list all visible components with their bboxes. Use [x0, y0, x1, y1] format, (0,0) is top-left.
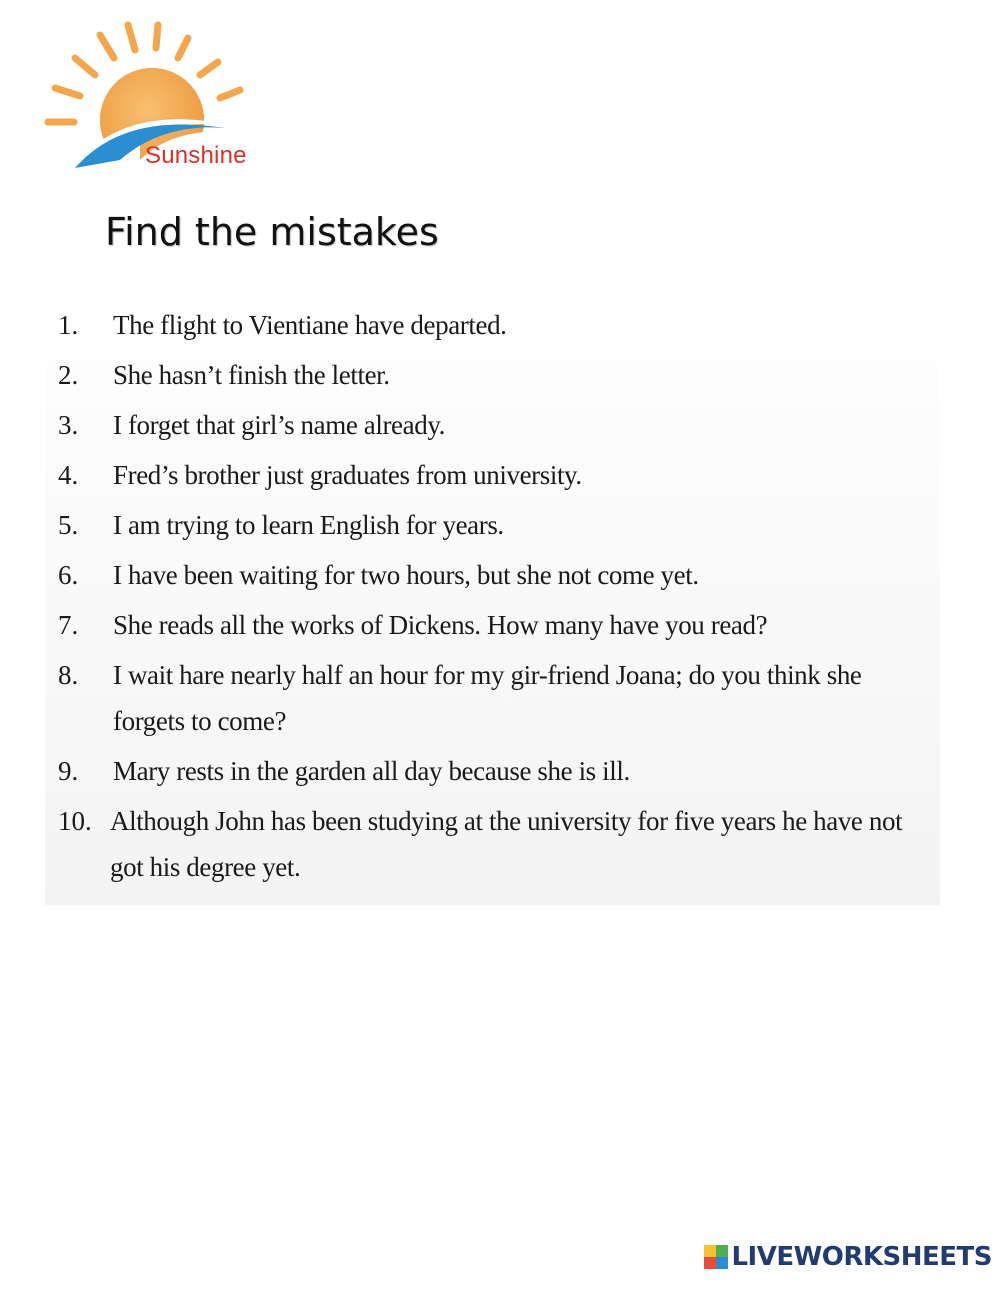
item-text: I wait hare nearly half an hour for my gir-friend Joana; do you think she forgets to come?: [113, 660, 862, 736]
item-text: I have been waiting for two hours, but she not come yet.: [113, 560, 699, 590]
list-item: [58, 502, 938, 548]
page-title: Find the mistakes: [105, 210, 439, 254]
list-item: [58, 652, 938, 744]
item-text: Mary rests in the garden all day because she is ill.: [113, 756, 630, 786]
item-number: 10.: [58, 806, 92, 836]
item-text: Although John has been studying at the university for five years he have not got his degree yet.: [110, 806, 903, 882]
item-number: 4.: [58, 460, 79, 490]
list-item: [58, 452, 938, 498]
item-number: 8.: [58, 660, 79, 690]
liveworksheets-icon: [704, 1245, 728, 1269]
item-number: 5.: [58, 510, 79, 540]
item-text: I forget that girl’s name already.: [113, 410, 446, 440]
list-item: [58, 602, 938, 648]
sunshine-logo: [40, 20, 270, 180]
logo-text: Sunshine: [145, 142, 247, 169]
item-number: 2.: [58, 360, 79, 390]
item-number: 6.: [58, 560, 79, 590]
list-item: [58, 798, 938, 890]
brand-text: LIVEWORKSHEETS: [731, 1242, 992, 1272]
list-item: [58, 352, 938, 398]
list-item: [58, 748, 938, 794]
item-text: She reads all the works of Dickens. How many have you read?: [113, 610, 768, 640]
item-text: I am trying to learn English for years.: [113, 510, 504, 540]
item-text: The flight to Vientiane have departed.: [113, 310, 507, 340]
item-number: 1.: [58, 310, 79, 340]
liveworksheets-brand: [704, 1241, 992, 1273]
list-item: [58, 402, 938, 448]
item-number: 9.: [58, 756, 79, 786]
item-number: 3.: [58, 410, 79, 440]
list-item: [58, 302, 938, 348]
item-text: Fred’s brother just graduates from university.: [113, 460, 582, 490]
item-number: 7.: [58, 610, 79, 640]
item-text: She hasn’t finish the letter.: [113, 360, 390, 390]
list-item: [58, 552, 938, 598]
mistakes-list: [58, 302, 938, 894]
